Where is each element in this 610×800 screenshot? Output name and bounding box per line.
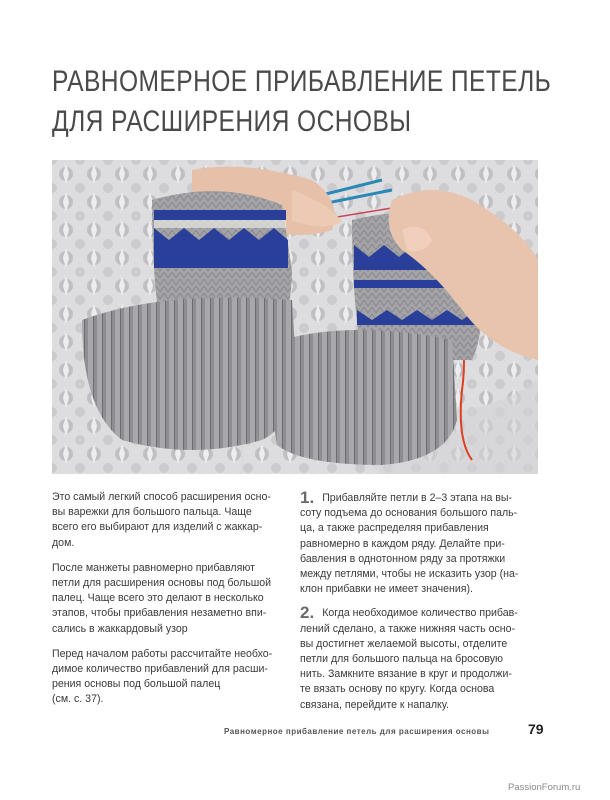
cuff-paragraph: После манжеты равномерно прибавляют петли для расширения основы под большой палец. Чаще всего это делают в несколько этапов, чтобы прибавления незаметно впи- сались в жаккардовый узор bbox=[52, 561, 272, 635]
watermark: PassionForum.ru bbox=[508, 782, 581, 793]
title-line-2: ДЛЯ РАСШИРЕНИЯ ОСНОВЫ bbox=[52, 105, 412, 138]
step-2: 2. Когда необходимое количество прибав- лений сделано, а также нижняя часть осно- вы достигнет желаемой высоты, отделите петли для большого пальца на бросовую нить. Замкните вязание в круг и продолжи- те вязать основу по кругу. Когда основа связана, перейдите к напалку. bbox=[300, 603, 518, 711]
page-number: 79 bbox=[528, 721, 544, 737]
intro-paragraph: Это самый легкий способ расширения осно- вы варежки для большого пальца. Чаще всего его выбирают для изделий с жаккар- дом. bbox=[52, 491, 271, 549]
calculation-paragraph: Перед началом работы рассчитайте необхо- димое количество прибавлений для расши- рения основы под большой палец (см. с. 37). bbox=[52, 647, 273, 706]
steps-column bbox=[300, 490, 540, 721]
step-1: 1. Прибавляйте петли в 2–3 этапа на вы- соту подъема до основания большого паль- ца, а также распределяя прибавления равномерно в каждом ряду. Делайте при- бавления в однотонном ряду за протяжки между петлями, чтобы не исказить узор (на- клон прибавки не имеет значения). bbox=[300, 488, 519, 596]
running-footer: Равномерное прибавление петель для расширения основы bbox=[224, 727, 490, 736]
step-1-number: 1. bbox=[300, 488, 315, 507]
knitting-photo bbox=[52, 160, 538, 474]
step-2-number: 2. bbox=[300, 603, 315, 623]
page-title bbox=[52, 62, 552, 142]
intro-column bbox=[52, 490, 292, 718]
title-line-1: РАВНОМЕРНОЕ ПРИБАВЛЕНИЕ ПЕТЕЛЬ bbox=[52, 65, 552, 98]
